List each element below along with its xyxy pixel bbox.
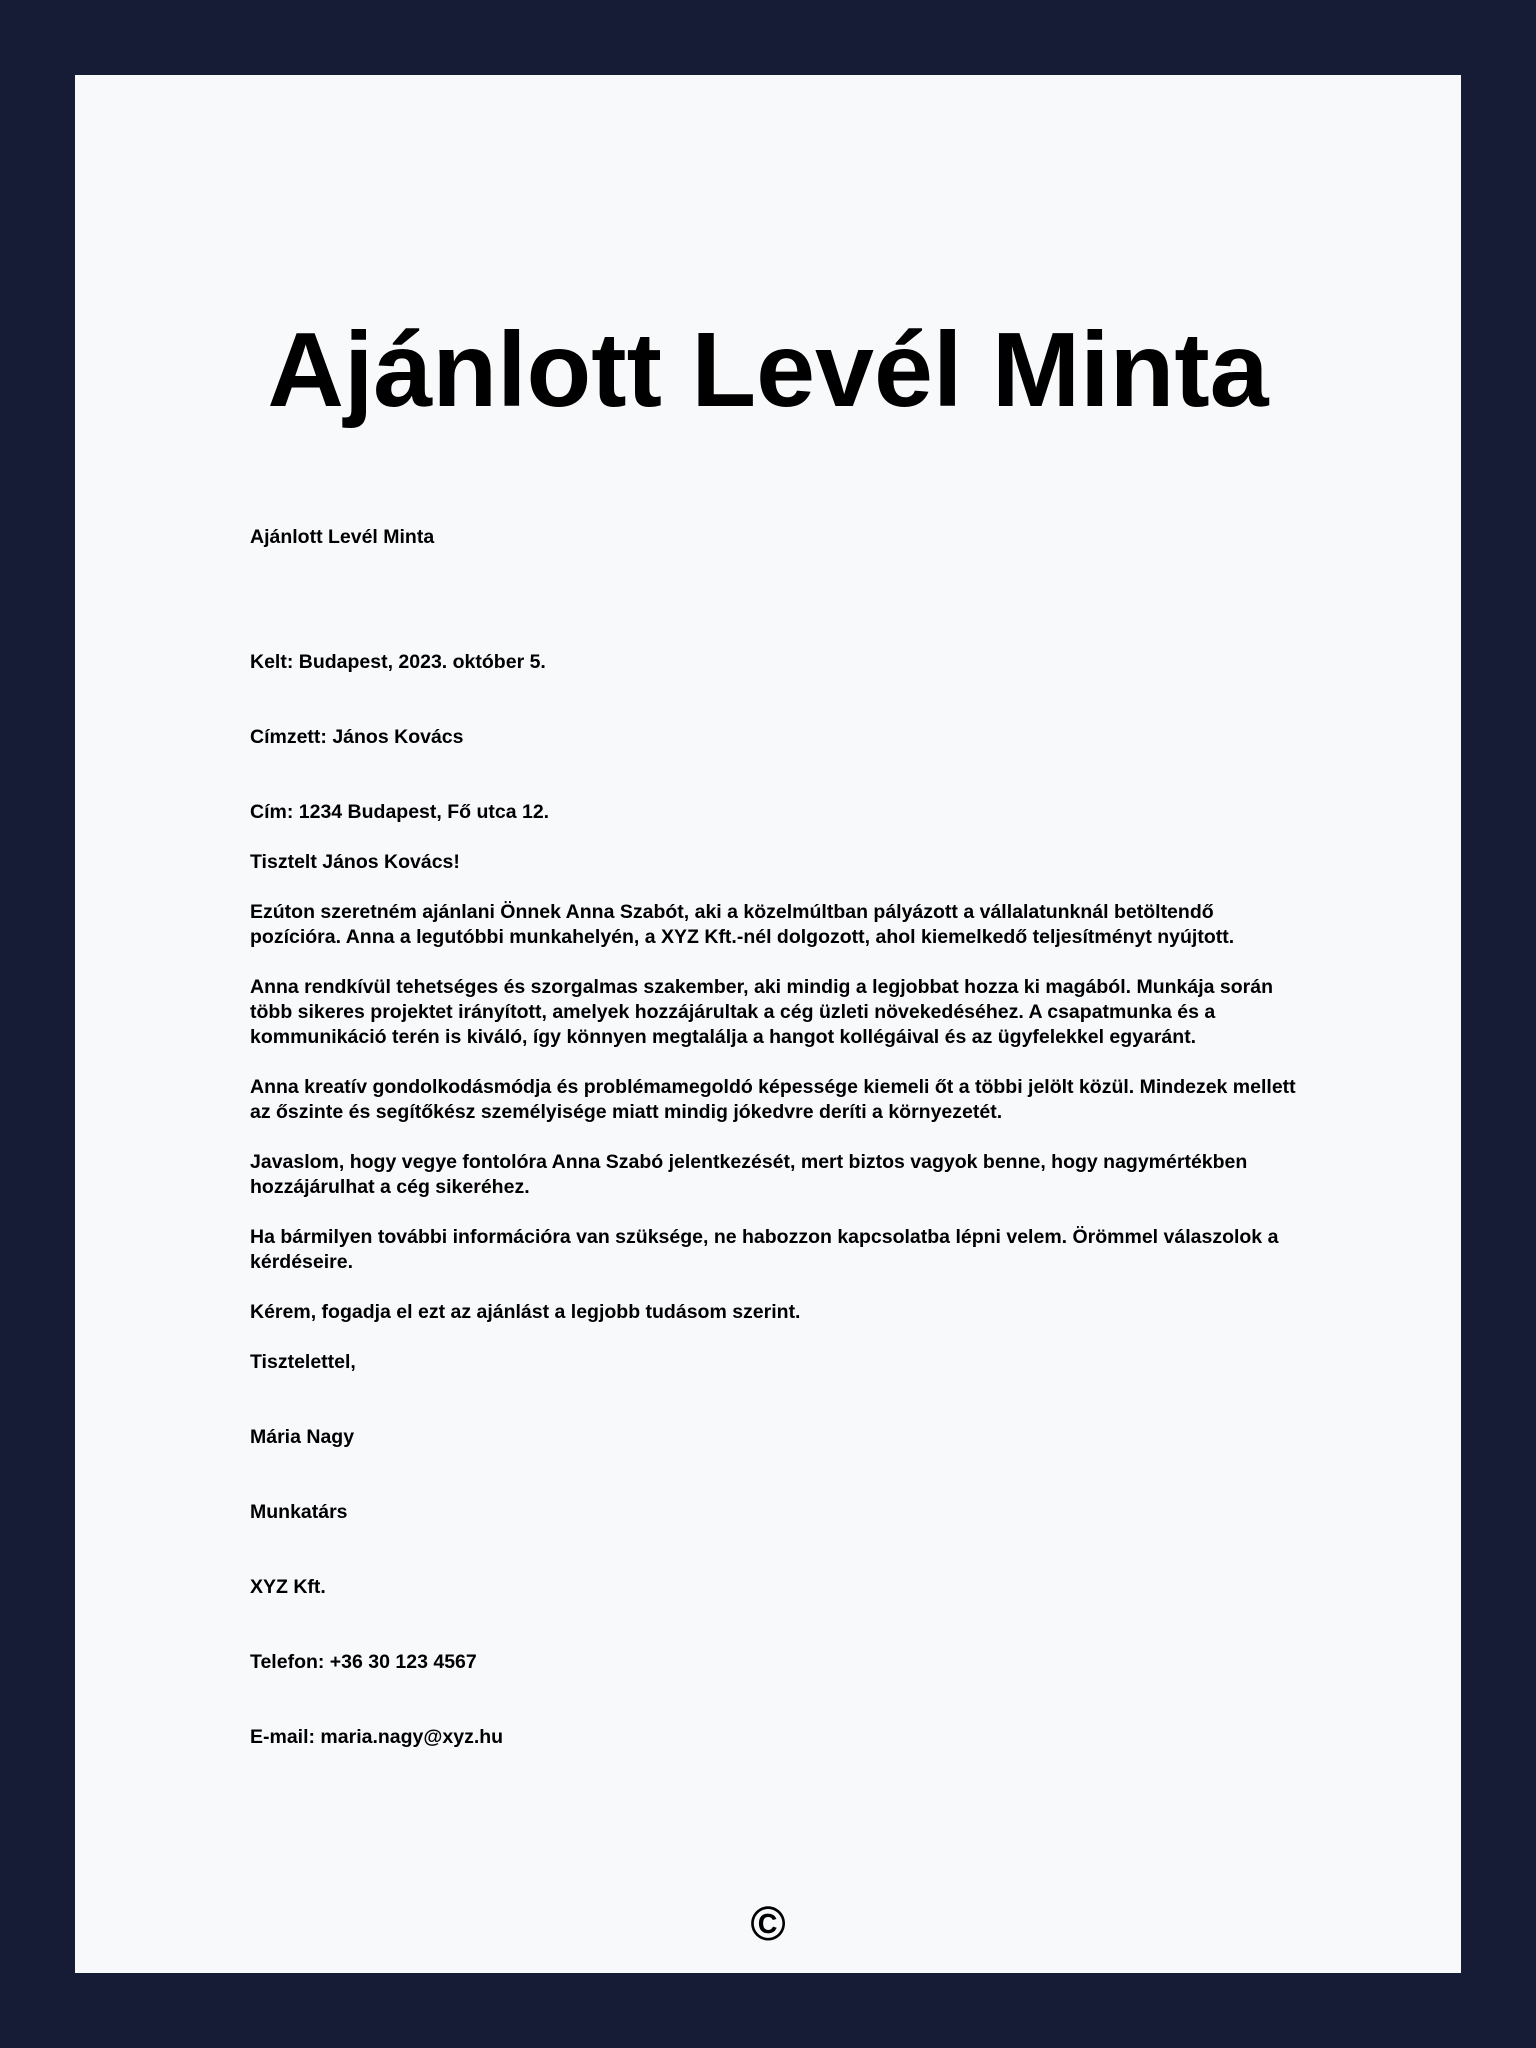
paragraph-3: Anna kreatív gondolkodásmódja és problémamegoldó képessége kiemeli őt a többi jelölt közül. Mindezek mellett az őszinte és segítőkész személyisége miatt mindig jókedvre deríti a környezetét. xyxy=(250,1076,1296,1123)
paragraph-6: Kérem, fogadja el ezt az ajánlást a legjobb tudásom szerint. xyxy=(250,1301,801,1323)
paragraph-4: Javaslom, hogy vegye fontolóra Anna Szabó jelentkezését, mert biztos vagyok benne, hogy nagymértékben hozzájárulhat a cég sikeréhez. xyxy=(250,1151,1248,1198)
address-line: Cím: 1234 Budapest, Fő utca 12. xyxy=(250,801,550,823)
recipient-line: Címzett: János Kovács xyxy=(250,726,464,748)
greeting: Tisztelt János Kovács! xyxy=(250,851,460,873)
paragraph-5: Ha bármilyen további információra van szüksége, ne habozzon kapcsolatba lépni velem. Örömmel válaszolok a kérdéseire. xyxy=(250,1226,1279,1273)
signature-company: XYZ Kft. xyxy=(250,1576,326,1598)
letter-subtitle: Ajánlott Levél Minta xyxy=(250,526,435,548)
paragraph-2: Anna rendkívül tehetséges és szorgalmas szakember, aki mindig a legjobbat hozza ki magából. Munkája során több sikeres projektet irányított, amelyek hozzájárultak a cég üzleti növekedéséhez. A csapatmunka és a kommunikáció terén is kiváló, így könnyen megtalálja a hangot kollégáival és az ügyfelekkel egyaránt. xyxy=(250,976,1273,1048)
signature-email: E-mail: maria.nagy@xyz.hu xyxy=(250,1726,504,1748)
closing: Tisztelettel, xyxy=(250,1351,356,1373)
date-line: Kelt: Budapest, 2023. október 5. xyxy=(250,651,546,673)
signature-name: Mária Nagy xyxy=(250,1426,355,1448)
copyright-icon: © xyxy=(750,1898,786,1951)
paragraph-1: Ezúton szeretném ajánlani Önnek Anna Szabót, aki a közelmúltban pályázott a vállalatunknál betöltendő pozícióra. Anna a legutóbbi munkahelyén, a XYZ Kft.-nél dolgozott, ahol kiemelkedő teljesítményt nyújtott. xyxy=(250,901,1235,948)
letter-page xyxy=(75,75,1461,1973)
signature-position: Munkatárs xyxy=(250,1501,348,1523)
page-title: Ajánlott Levél Minta xyxy=(267,311,1269,429)
signature-phone: Telefon: +36 30 123 4567 xyxy=(250,1651,477,1673)
